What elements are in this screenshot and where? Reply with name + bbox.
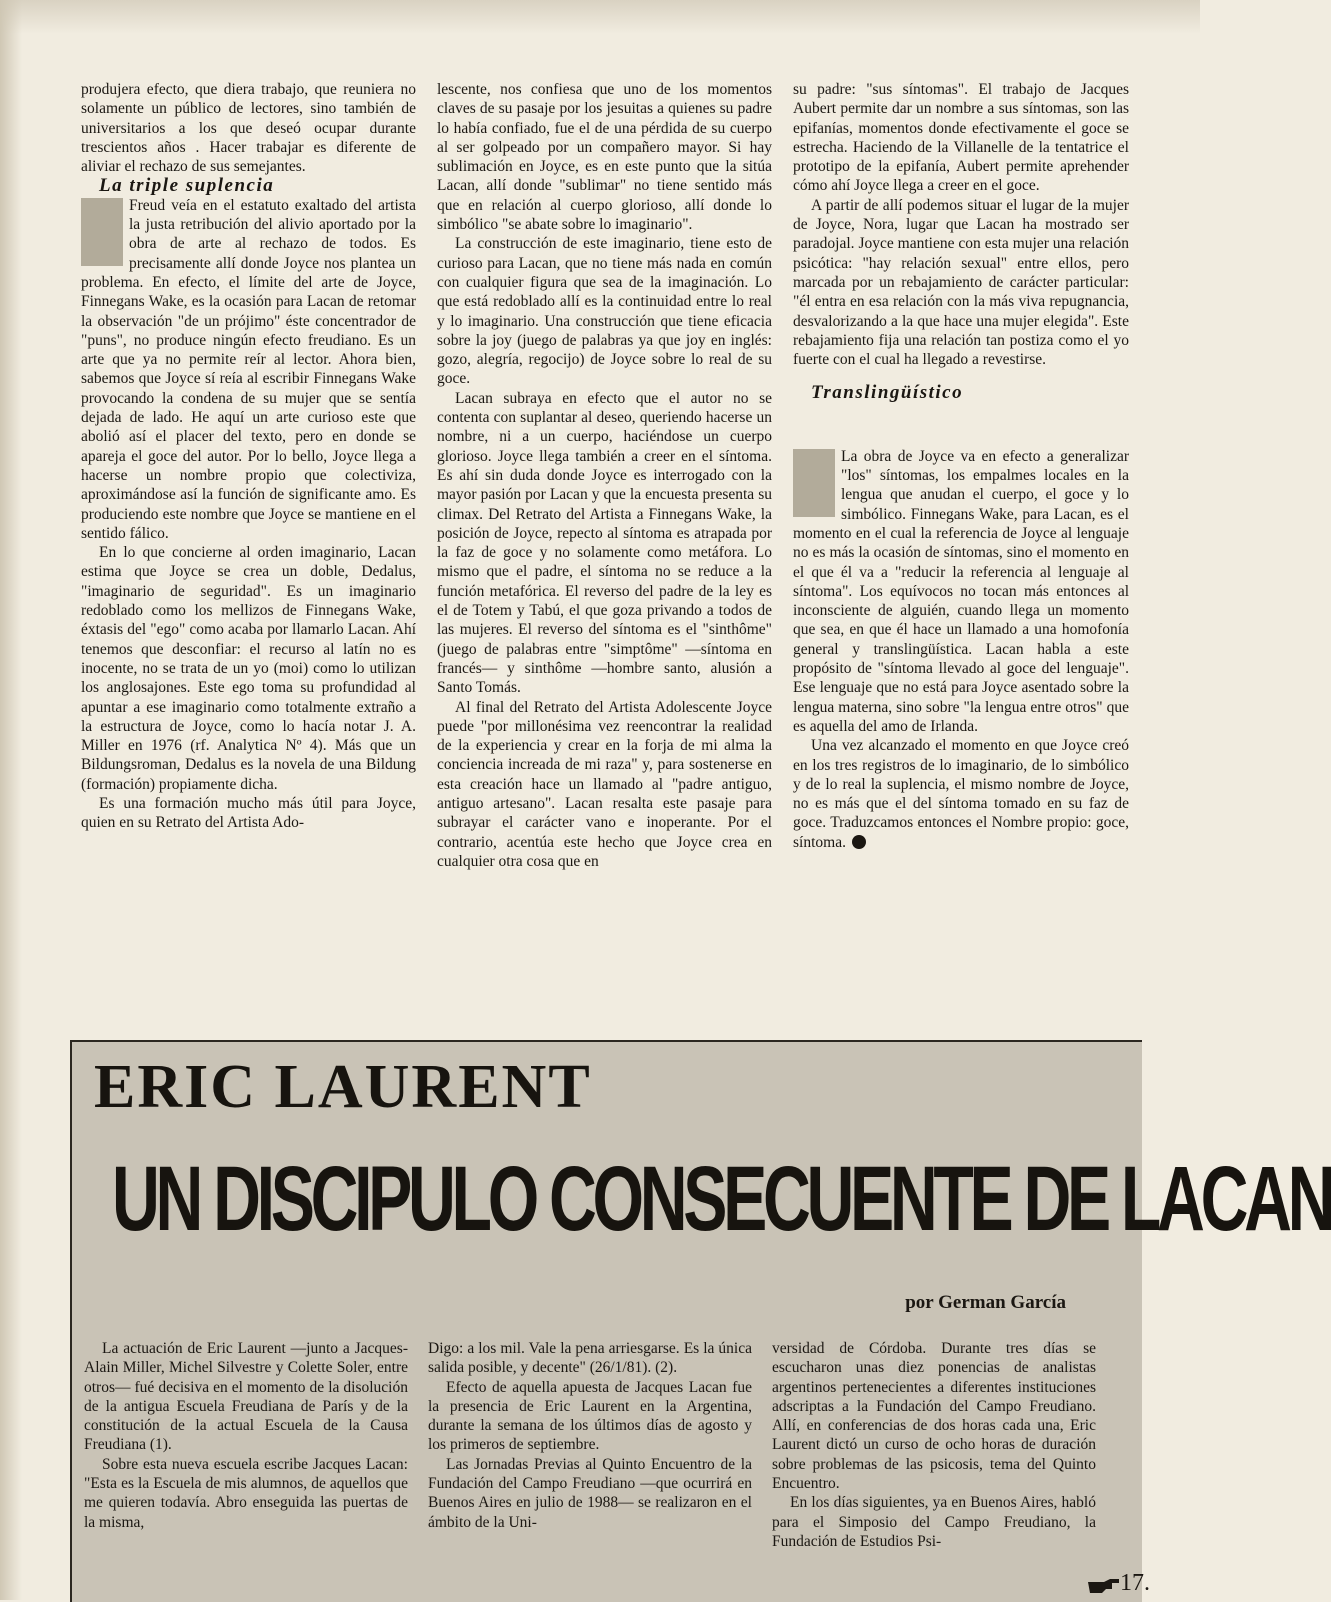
paragraph: versidad de Córdoba. Durante tres días se escucharon unas diez ponencias de analistas argentinos pertenecientes a diferentes instituciones adscriptas a la Fundación del Campo Freudiano. Allí, en conferencias de dos horas cada una, Eric Laurent dictó un curso de ocho horas de duración sobre problemas de las psicosis, tema del Quinto Encuentro.: [772, 1340, 1096, 1493]
paragraph: Al final del Retrato del Artista Adolescente Joyce puede "por millonésima vez reencontrar la realidad de la experiencia y crear en la forja de mi alma la conciencia increada de mi raza" y, para sostenerse en esta creación hace un llamado al "padre antiguo, antiguo artesano". Lacan resalta este pasaje para subrayar el carácter vano e inoperante. Por el contrario, acentúa este hecho que Joyce crea en cualquier otra cosa que en: [437, 698, 772, 870]
paragraph: su padre: "sus síntomas". El trabajo de Jacques Aubert permite dar un nombre a sus síntomas, son las epifanías, momentos donde efectivamente el goce se estrecha. Haciendo de la Villanelle de la tentatrice el prototipo de la epifanía, Aubert permite aprehender cómo ahí Joyce llega a creer en el goce.: [793, 81, 1129, 195]
paragraph: produjera efecto, que diera trabajo, que reuniera no solamente un público de lectores, sino también de universitarios a los que deseó ocupar durante trescientos años . Hacer trabajar es diferente de aliviar el rechazo de sus semejantes.: [81, 81, 416, 176]
feature-column-1: [84, 1339, 408, 1599]
page-number: 17.: [1120, 1570, 1150, 1596]
paragraph: En los días siguientes, ya en Buenos Aires, habló para el Simposio del Campo Freudiano, la Fundación de Estudios Psi-: [772, 1494, 1096, 1550]
paragraph: La actuación de Eric Laurent —junto a Jacques-Alain Miller, Michel Silvestre y Colette Soler, entre otros— fué decisiva en el momento de la disolución de la antigua Escuela Freudiana de París y de la constitución de la actual Escuela de la Causa Freudiana (1).: [84, 1340, 408, 1454]
paragraph: Efecto de aquella apuesta de Jacques Lacan fue la presencia de Eric Laurent en la Argentina, durante la semana de los últimos días de agosto y los primeros de septiembre.: [428, 1378, 752, 1454]
paragraph: Digo: a los mil. Vale la pena arriesgarse. Es la única salida posible, y decente" (26/1/81). (2).: [428, 1340, 752, 1377]
pointing-hand-icon: [1086, 1578, 1122, 1594]
paragraph: En lo que concierne al orden imaginario, Lacan estima que Joyce se crea un doble, Dedalus, "imaginario de seguridad". Es un imaginario redoblado como los mellizos de Finnegans Wake, éxtasis del "ego" como acaba por llamarlo Lacan. Ahí tenemos que desconfiar: el recurso al latín no es inocente, no se trata de un yo (moi) como lo utilizan los anglosajones. Este ego toma su profundidad al apuntar a ese imaginario como totalmente extraño a la estructura de Joyce, como lo hacía notar J. A. Miller en 1976 (rf. Analytica Nº 4). Más que un Bildungsroman, Dedalus es la novela de una Bildung (formación) propiamente dicha.: [81, 544, 416, 793]
paragraph: Lacan subraya en efecto que el autor no se contenta con suplantar al deseo, queriendo hacerse un nombre, ni a un cuerpo, haciéndose un cuerpo glorioso. Joyce llega también a creer en el síntoma. Es ahí sin duda donde Joyce es interrogado con la mayor pasión por Lacan y que la encuesta presenta su climax. Del Retrato del Artista a Finnegans Wake, la posición de Joyce, repecto al síntoma es atrapada por la faz de goce y no solamente como metáfora. Lo mismo que el padre, el síntoma no se reduce a la función metafórica. El reverso del padre de la ley es el de Totem y Tabú, el que goza privando a todos de las mujeres. El reverso del síntoma es el "sinthôme" (juego de palabras entre "simptôme" —síntoma en francés— y sinthôme —hombre santo, alusión a Santo Tomás.: [437, 389, 772, 697]
drop-cap-ornament: [793, 449, 835, 517]
paragraph-text: La obra de Joyce va en efecto a generalizar "los" síntomas, los empalmes locales en la lengua que anudan el cuerpo, el goce y lo simbólico. Finnegans Wake, para Lacan, es el momento en el cual la referencia de Joyce al lenguaje no es más la ocasión de síntomas, sino el momento en el que él va a "reducir la referencia al lenguaje al síntoma". Los equívocos no tocan más entonces al inconsciente de alguién, cuando llega un momento que sea, en que él hace un llamado a una homofonía general y translingüística. Lacan habla a este propósito de "síntoma llevado al goce del lenguaje". Ese lenguaje que no está para Joyce asentado sobre la lengua materna, sino sobre "la lengua entre otros" que es aquella del amo de Irlanda.: [793, 447, 1129, 735]
paragraph: A partir de allí podemos situar el lugar de la mujer de Joyce, Nora, lugar que Lacan ha mostrado ser paradojal. Joyce mantiene con esta mujer una relación psicótica: "hay relación sexual" entre ellos, pero marcada por un rebajamiento de carácter particular: "él entra en esa relación con la más viva repugnancia, desvalorizando a la que hace una mujer elegida". Este rebajamiento fija una relación tan postiza como el yo fuerte con el cual ha llegado a revestirse.: [793, 196, 1129, 369]
paragraph: La construcción de este imaginario, tiene esto de curioso para Lacan, que no tiene más nada en común con cualquier figura que sea de la imaginación. Lo que está redoblado allí es la continuidad entre lo real y lo imaginario. Una construcción que tiene eficacia sobre la joy (juego de palabras ya que joy en inglés: gozo, alegría, regocijo) de Joyce sobre lo real de su goce.: [437, 235, 772, 388]
drop-cap-ornament: [81, 198, 123, 266]
paragraph: Es una formación mucho más útil para Joyce, quien en su Retrato del Artista Ado-: [81, 794, 416, 832]
section-heading-translinguistico: Translingüístico: [811, 382, 964, 404]
paragraph-text: Freud veía en el estatuto exaltado del artista la justa retribución del alivio aportado por la obra de arte al rechazo de todos. Es precisamente allí donde Joyce nos plantea un problema. En efecto, el límite del arte de Joyce, Finnegans Wake, es la ocasión para Lacan de retomar la observación "de un prójimo" éste concentrador de "puns", no produce ningún efecto freudiano. Es un arte que ya no permite reír al lector. Ahora bien, sabemos que Joyce sí reía al escribir Finnegans Wake provocando la condena de su mujer que se sentía dejada de lado. He aquí un arte curioso este que abolió así el placer del texto, pero en donde se apareja el goce del autor. Por lo bello, Joyce llega a hacerse un nombre propio que colectiviza, aproximándose así la función de significante amo. Es produciendo este nombre que Joyce se mantiene en el sentido fálico.: [81, 196, 416, 542]
paragraph: [793, 736, 1129, 852]
paragraph: Las Jornadas Previas al Quinto Encuentro de la Fundación del Campo Freudiano —que ocurrirá en Buenos Aires en julio de 1988— se realizaron en el ámbito de la Uni-: [428, 1455, 752, 1531]
page-gutter-shadow: [0, 0, 22, 1600]
byline: por German García: [905, 1292, 1066, 1313]
article-column-2: [437, 80, 772, 1020]
paragraph-text: Una vez alcanzado el momento en que Joyce creó en los tres registros de lo imaginario, de lo simbólico y de lo real la suplencia, el mismo nombre de Joyce, no es más que el del síntoma tomado en su faz de goce. Traduzcamos entonces el Nombre propio: goce, síntoma.: [793, 737, 1129, 851]
paragraph: lescente, nos confiesa que uno de los momentos claves de su pasaje por los jesuitas a quienes su padre lo había confiado, fue el de una pérdida de su cuerpo al ser golpeado por un compañero mayor. Si hay sublimación en Joyce, es en este punto que la sitúa Lacan, allí donde "sublimar" no tiene sentido más que en relación al cuerpo glorioso, allí donde lo simbólico "se abate sobre lo imaginario".: [437, 81, 772, 234]
page-top-shadow: [0, 0, 1200, 34]
article-column-1: [81, 80, 416, 1020]
feature-column-3: [772, 1339, 1096, 1599]
feature-headline: UN DISCIPULO CONSECUENTE DE LACAN: [112, 1148, 1331, 1250]
paragraph: [81, 196, 416, 543]
article-column-3: [793, 80, 1129, 1020]
paragraph: Sobre esta nueva escuela escribe Jacques Lacan: "Esta es la Escuela de mis alumnos, de aquellos que me quieren todavía. Abro enseguida las puertas de la misma,: [84, 1455, 408, 1531]
paragraph: [793, 447, 1129, 736]
feature-box: [70, 1040, 1331, 1602]
end-of-article-icon: [852, 835, 866, 849]
feature-author-heading: ERIC LAURENT: [94, 1053, 592, 1121]
section-heading-triple-suplencia: La triple suplencia: [99, 175, 275, 197]
feature-column-2: [428, 1339, 752, 1599]
